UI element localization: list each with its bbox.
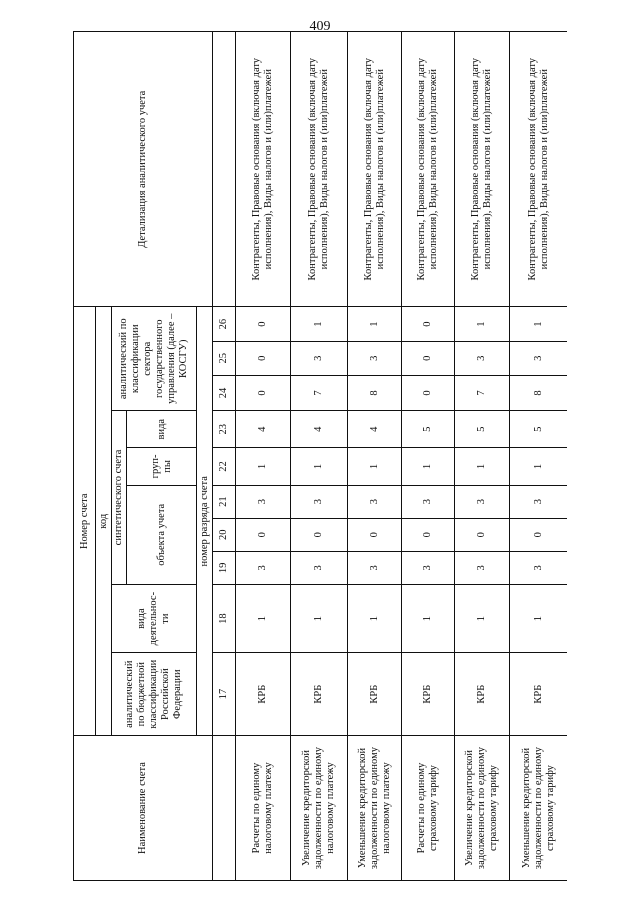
account-name-cell: Расчеты по единому налоговому платежу — [236, 736, 291, 881]
budget-class-cell: КРБ — [402, 653, 455, 736]
object-digit-19-cell: 3 — [236, 551, 291, 584]
group-cell: 1 — [455, 448, 510, 485]
column-number-blank — [213, 736, 236, 881]
column-number: 22 — [213, 448, 236, 485]
activity-type-cell: 1 — [236, 584, 291, 652]
budget-class-cell: КРБ — [236, 653, 291, 736]
object-digit-20-cell: 0 — [402, 518, 455, 551]
account-name-cell: Уменьшение кредиторской задолженности по единому страховому тарифу — [510, 736, 568, 881]
table-row — [291, 32, 348, 881]
budget-class-cell: КРБ — [510, 653, 568, 736]
budget-class-cell: КРБ — [455, 653, 510, 736]
header-detail: Детализация аналитического учета — [74, 32, 213, 307]
kosgu-digit-25-cell: 0 — [236, 341, 291, 375]
header-kind: вида — [127, 411, 197, 448]
object-digit-21-cell: 3 — [455, 485, 510, 518]
detail-cell: Контрагенты, Правовые основания (включая дату исполнения), Виды налогов и (или)платежей — [402, 32, 455, 307]
kosgu-digit-24-cell: 7 — [291, 375, 348, 410]
object-digit-21-cell: 3 — [402, 485, 455, 518]
table-row — [455, 32, 510, 881]
header-synthetic-account: синтетического счета — [112, 411, 127, 585]
kosgu-digit-26-cell: 1 — [291, 307, 348, 341]
group-cell: 1 — [402, 448, 455, 485]
detail-cell: Контрагенты, Правовые основания (включая дату исполнения), Виды налогов и (или)платежей — [510, 32, 568, 307]
object-digit-21-cell: 3 — [291, 485, 348, 518]
object-digit-20-cell: 0 — [291, 518, 348, 551]
kosgu-digit-25-cell: 3 — [291, 341, 348, 375]
column-number: 18 — [213, 584, 236, 652]
account-name-cell: Расчеты по единому страховому тарифу — [402, 736, 455, 881]
kind-cell: 4 — [348, 411, 402, 448]
group-cell: 1 — [236, 448, 291, 485]
kind-cell: 5 — [510, 411, 568, 448]
activity-type-cell: 1 — [291, 584, 348, 652]
kosgu-digit-24-cell: 0 — [402, 375, 455, 410]
column-number: 20 — [213, 518, 236, 551]
kosgu-digit-25-cell: 0 — [402, 341, 455, 375]
rotated-table-wrapper — [73, 31, 567, 881]
budget-class-cell: КРБ — [348, 653, 402, 736]
activity-type-cell: 1 — [348, 584, 402, 652]
object-digit-19-cell: 3 — [455, 551, 510, 584]
kosgu-digit-25-cell: 3 — [510, 341, 568, 375]
object-digit-19-cell: 3 — [510, 551, 568, 584]
kosgu-digit-25-cell: 3 — [348, 341, 402, 375]
column-number-blank — [213, 32, 236, 307]
header-activity-type: вида деятельнос-ти — [112, 584, 197, 652]
object-digit-19-cell: 3 — [348, 551, 402, 584]
kosgu-digit-26-cell: 1 — [348, 307, 402, 341]
column-number: 21 — [213, 485, 236, 518]
object-digit-20-cell: 0 — [236, 518, 291, 551]
column-number: 17 — [213, 653, 236, 736]
kosgu-digit-26-cell: 0 — [402, 307, 455, 341]
kosgu-digit-24-cell: 7 — [455, 375, 510, 410]
kosgu-digit-26-cell: 0 — [236, 307, 291, 341]
header-digit-number: номер разряда счета — [197, 307, 213, 736]
object-digit-20-cell: 0 — [510, 518, 568, 551]
header-account-name: Наименование счета — [74, 736, 213, 881]
detail-cell: Контрагенты, Правовые основания (включая дату исполнения), Виды налогов и (или)платежей — [291, 32, 348, 307]
rotated-page-area — [73, 31, 567, 881]
object-digit-21-cell: 3 — [510, 485, 568, 518]
kind-cell: 4 — [236, 411, 291, 448]
column-number: 24 — [213, 375, 236, 410]
column-number: 23 — [213, 411, 236, 448]
kind-cell: 5 — [455, 411, 510, 448]
header-group: груп-пы — [127, 448, 197, 485]
object-digit-20-cell: 0 — [348, 518, 402, 551]
budget-class-cell: КРБ — [291, 653, 348, 736]
activity-type-cell: 1 — [510, 584, 568, 652]
object-digit-21-cell: 3 — [236, 485, 291, 518]
kosgu-digit-26-cell: 1 — [455, 307, 510, 341]
table-row — [402, 32, 455, 881]
header-account-number: Номер счета — [74, 307, 96, 736]
table-row — [348, 32, 402, 881]
group-cell: 1 — [510, 448, 568, 485]
kosgu-digit-25-cell: 3 — [455, 341, 510, 375]
detail-cell: Контрагенты, Правовые основания (включая дату исполнения), Виды налогов и (или)платежей — [236, 32, 291, 307]
page-number: 409 — [309, 19, 331, 34]
header-kosgu: аналитический по классификации сектора государственного управления (далее – КОСГУ) — [112, 307, 197, 411]
kosgu-digit-24-cell: 8 — [510, 375, 568, 410]
kosgu-digit-26-cell: 1 — [510, 307, 568, 341]
table-row — [236, 32, 291, 881]
group-cell: 1 — [291, 448, 348, 485]
activity-type-cell: 1 — [402, 584, 455, 652]
account-name-cell: Увеличение кредиторской задолженности по единому страховому тарифу — [455, 736, 510, 881]
object-digit-21-cell: 3 — [348, 485, 402, 518]
kosgu-digit-24-cell: 8 — [348, 375, 402, 410]
kind-cell: 5 — [402, 411, 455, 448]
kind-cell: 4 — [291, 411, 348, 448]
column-number: 19 — [213, 551, 236, 584]
header-accounting-object: объекта учета — [127, 485, 197, 584]
header-budget-classification: аналитический по бюджетной классификации Российской Федерации — [112, 653, 197, 736]
header-code: код — [96, 307, 112, 736]
account-name-cell: Увеличение кредиторской задолженности по единому налоговому платежу — [291, 736, 348, 881]
table-row — [510, 32, 568, 881]
object-digit-19-cell: 3 — [402, 551, 455, 584]
kosgu-digit-24-cell: 0 — [236, 375, 291, 410]
object-digit-19-cell: 3 — [291, 551, 348, 584]
object-digit-20-cell: 0 — [455, 518, 510, 551]
detail-cell: Контрагенты, Правовые основания (включая дату исполнения), Виды налогов и (или)платежей — [348, 32, 402, 307]
column-number: 26 — [213, 307, 236, 341]
account-name-cell: Уменьшение кредиторской задолженности по единому налоговому платежу — [348, 736, 402, 881]
chart-of-accounts-table — [73, 31, 567, 881]
activity-type-cell: 1 — [455, 584, 510, 652]
column-number: 25 — [213, 341, 236, 375]
detail-cell: Контрагенты, Правовые основания (включая дату исполнения), Виды налогов и (или)платежей — [455, 32, 510, 307]
group-cell: 1 — [348, 448, 402, 485]
